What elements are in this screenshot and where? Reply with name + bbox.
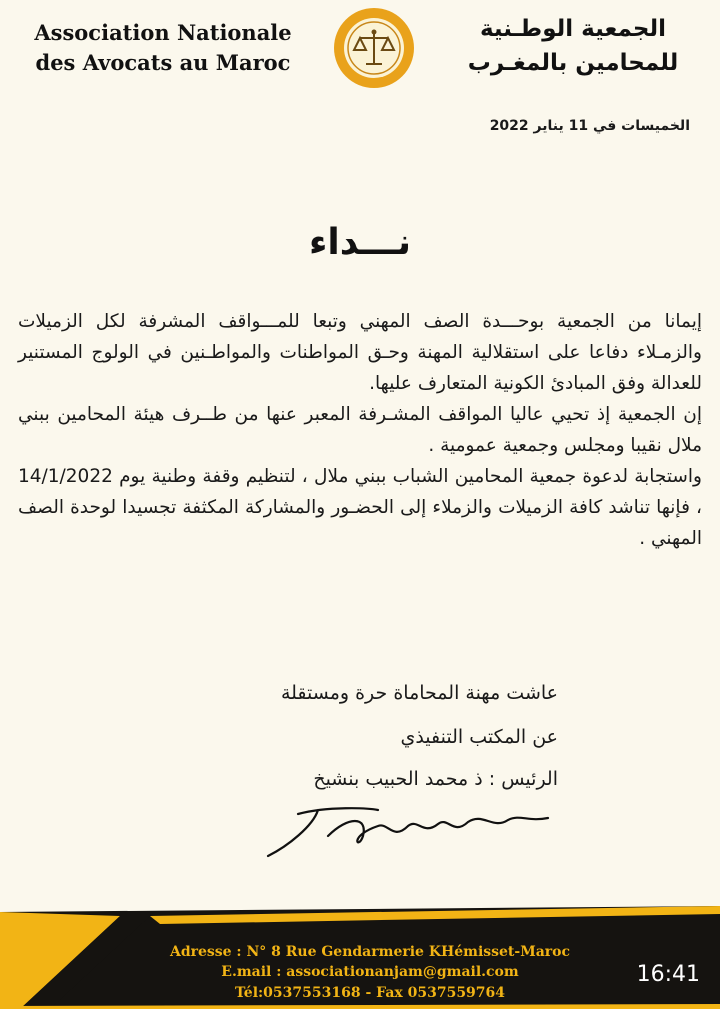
footer-address: Adresse : N° 8 Rue Gendarmerie KHémisset-Maroc bbox=[169, 944, 571, 960]
letterhead-ar-line1: الجمعية الوطـنية bbox=[479, 16, 667, 42]
closing-slogan: عاشت مهنة المحاماة حرة ومستقلة bbox=[280, 682, 558, 704]
letterhead-fr-line1: Association Nationale bbox=[34, 20, 292, 45]
document-heading: نـــداء bbox=[309, 222, 411, 263]
letterhead-fr-line2: des Avocats au Maroc bbox=[35, 50, 291, 75]
footer-email: E.mail : associationanjam@gmail.com bbox=[221, 964, 519, 980]
association-seal-logo bbox=[326, 6, 422, 90]
footer-phone: Tél:0537553168 - Fax 0537559764 bbox=[234, 985, 506, 1001]
paragraph-2: إن الجمعية إذ تحيي عاليا المواقف المشـرفة المعبر عنها من طــرف هيئة المحامين ببني ملال نقيبا ومجلس وجمعية عمومية . bbox=[18, 404, 702, 456]
closing-office: عن المكتب التنفيذي bbox=[400, 726, 558, 748]
handwritten-signature bbox=[258, 796, 558, 862]
status-clock: 16:41 bbox=[636, 962, 700, 987]
closing-president: الرئيس : ذ محمد الحبيب بنشيخ bbox=[313, 768, 558, 790]
letterhead-french bbox=[28, 18, 298, 78]
paragraph-3: واستجابة لدعوة جمعية المحامين الشباب ببني ملال ، لتنظيم وقفة وطنية يوم 14/1/2022 ، فإنها تناشد كافة الزميلات والزملاء إلى الحضـور والمشاركة المكثفة تجسيدا لوحدة الصف المهني . bbox=[18, 466, 702, 549]
letterhead-arabic bbox=[448, 12, 698, 80]
letterhead-ar-line2: للمحامين بالمغـرب bbox=[467, 50, 679, 76]
paragraph-1: إيمانا من الجمعية بوحـــدة الصف المهني وتبعا للمـــواقف المشرفة لكل الزميلات والزمـلاء دفاعا على استقلالية المهنة وحـق المواطنات والمواطـنين في الولوج المستنير للعدالة وفق المبادئ الكونية المتعارف عليها. bbox=[18, 311, 702, 394]
document-date: الخميسات في 11 يناير 2022 bbox=[489, 118, 690, 134]
letter-body bbox=[18, 306, 702, 554]
